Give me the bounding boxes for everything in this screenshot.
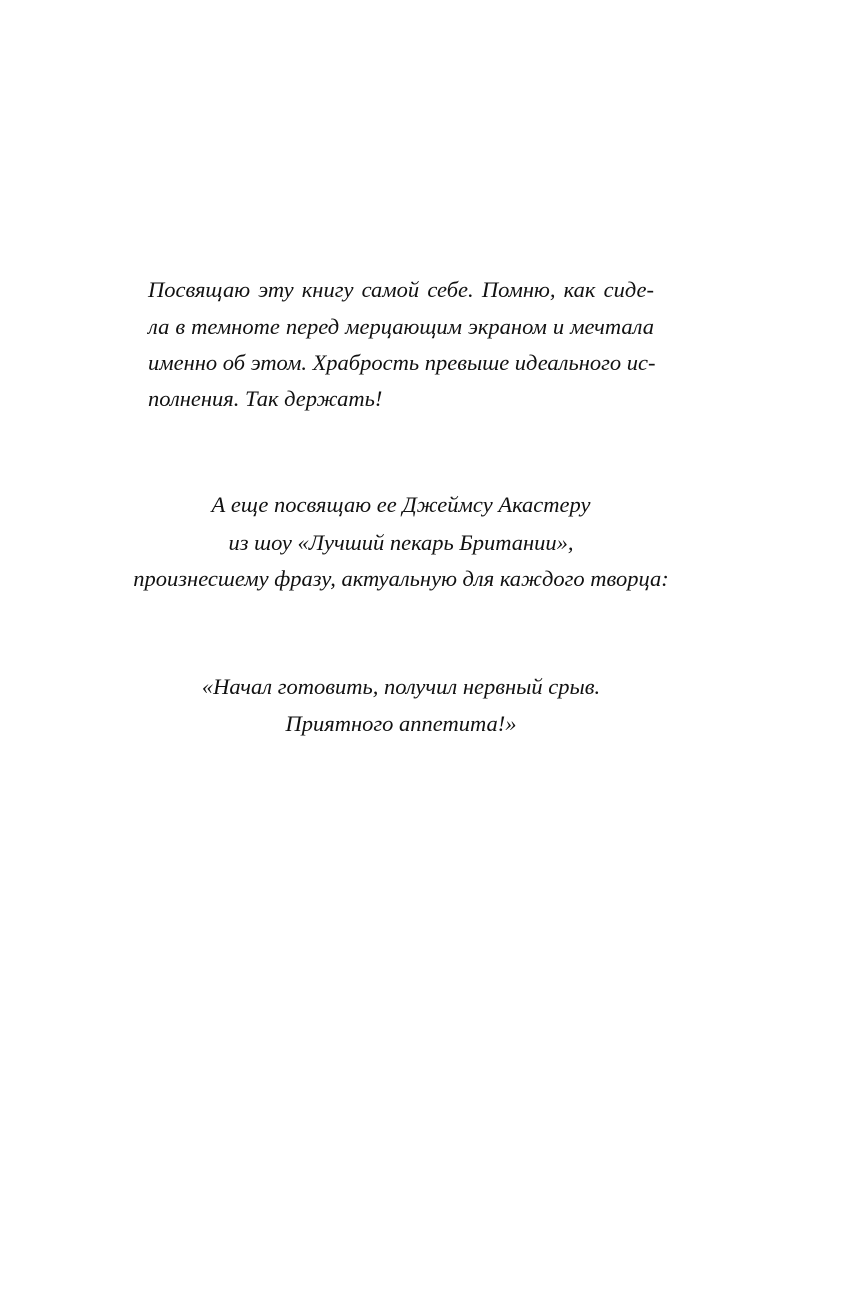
dedication-line-1: Посвящаю эту книгу самой себе. Помню, как сиде- (148, 277, 654, 302)
second-dedication-line-1: А еще посвящаю ее Джеймсу Акастеру (211, 492, 591, 517)
second-dedication-line-2: из шоу «Лучший пекарь Британии», (228, 530, 574, 555)
quote-line-1: «Начал готовить, получил нервный срыв. (201, 674, 601, 699)
dedication-line-3: именно об этом. Храбрость превыше идеального ис- (148, 350, 656, 375)
second-dedication-line-3: произнесшему фразу, актуальную для каждого творца: (133, 566, 669, 591)
dedication-line-2: ла в темноте перед мерцающим экраном и мечтала (148, 314, 654, 339)
quote-line-2: Приятного аппетита!» (285, 711, 517, 736)
dedication-line-4: полнения. Так держать! (148, 386, 383, 411)
